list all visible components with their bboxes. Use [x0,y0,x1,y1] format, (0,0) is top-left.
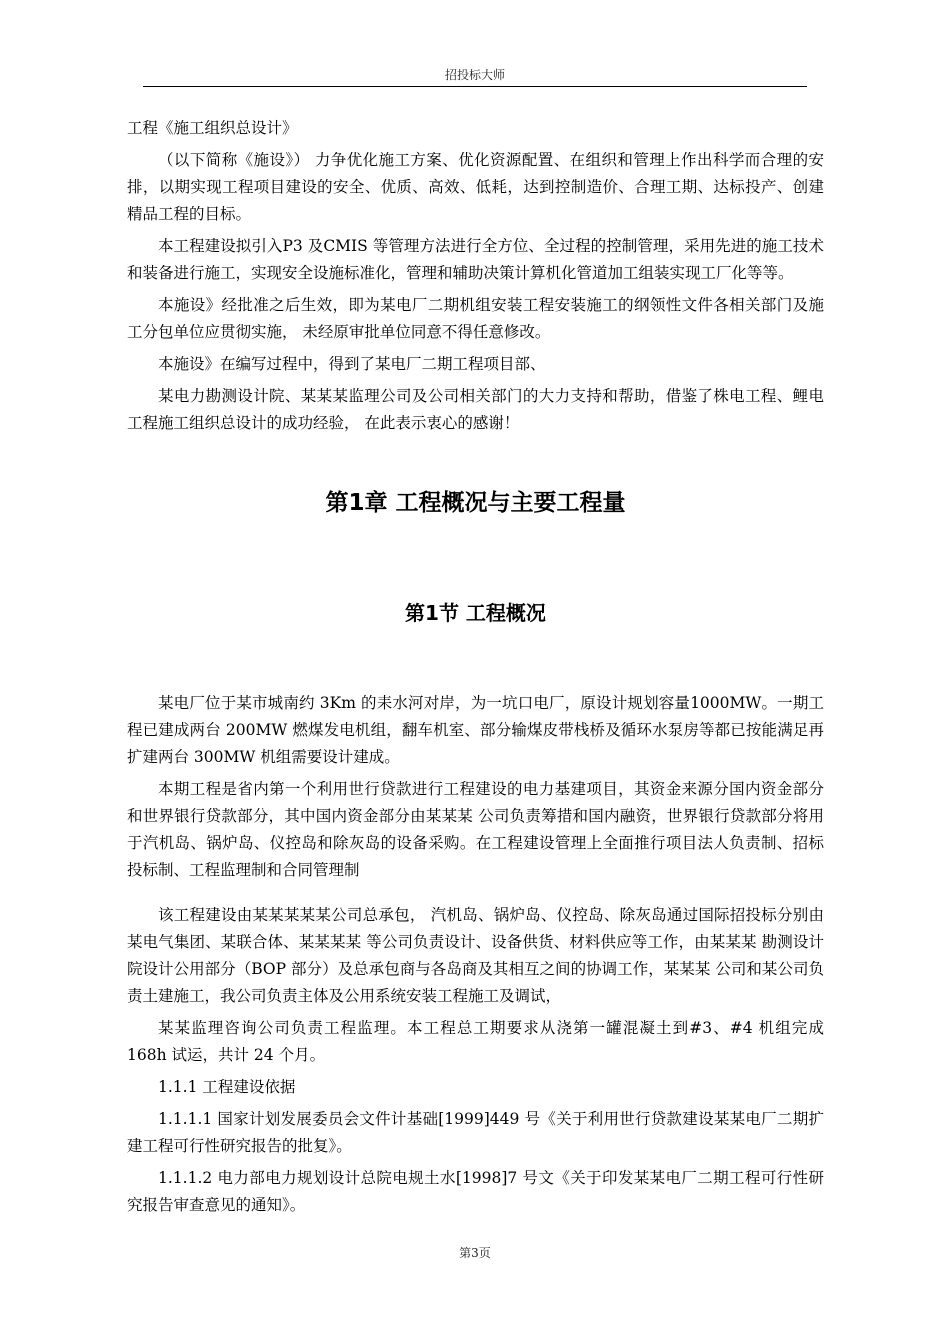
body-paragraph: 某电厂位于某市城南约 3Km 的耒水河对岸，为一坑口电厂，原设计规划容量1000MW。一期工程已建成两台 200MW 燃煤发电机组，翻车机室、部分输煤皮带栈桥及循环水泵房等都已按能满足再扩建两台 300MW 机组需要设计建成。 [127,694,824,766]
page-header: 招投标大师 [444,68,505,82]
intro-paragraph: 本施设》在编写过程中，得到了某电厂二期工程项目部、 [158,355,546,373]
section-title: 第1节 工程概况 [405,601,546,625]
subsection-heading: 1.1.1 工程建设依据 [158,1078,296,1096]
chapter-title: 第1章 工程概况与主要工程量 [325,490,626,516]
page-number: 第3页 [459,1246,491,1260]
body-block-2 [127,902,824,1219]
body-paragraph: 该工程建设由某某某某某公司总承包， 汽机岛、锅炉岛、仪控岛、除灰岛通过国际招投标分别由某电气集团、某联合体、某某某某 等公司负责设计、设备供货、材料供应等工作，由某某某 勘测设计院设计公用部分（BOP 部分）及总承包商与各岛商及其相互之间的协调工作，某某某 公司和某公司负责土建施工，我公司负责主体及公用系统安装工程施工及调试， [127,906,824,1005]
intro-paragraph: 工程《施工组织总设计》 [127,119,298,137]
body-block-1 [127,690,824,884]
body-paragraph: 本期工程是省内第一个利用世行贷款进行工程建设的电力基建项目，其资金来源分国内资金部分和世界银行贷款部分，其中国内资金部分由某某某 公司负责筹措和国内融资，世界银行贷款部分将用于汽机岛、锅炉岛、仪控岛和除灰岛的设备采购。在工程建设管理上全面推行项目法人负责制、招标投标制、工程监理制和合同管理制 [127,780,824,879]
intro-paragraph: （以下简称《施设》） 力争优化施工方案、优化资源配置、在组织和管理上作出科学而合理的安排，以期实现工程项目建设的安全、优质、高效、低耗，达到控制造价、合理工期、达标投产、创建精品工程的目标。 [127,151,824,223]
header-rule [143,86,807,87]
intro-block [127,115,824,437]
body-paragraph: 1.1.1.2 电力部电力规划设计总院电规土水[1998]7 号文《关于印发某某电厂二期工程可行性研究报告审查意见的通知》。 [127,1169,824,1214]
body-paragraph: 某某监理咨询公司负责工程监理。本工程总工期要求从浇第一罐混凝土到#3、#4 机组完成 168h 试运，共计 24 个月。 [127,1019,824,1064]
intro-paragraph: 本工程建设拟引入P3 及CMIS 等管理方法进行全方位、全过程的控制管理，采用先进的施工技术和装备进行施工，实现安全设施标准化，管理和辅助决策计算机化管道加工组装实现工厂化等等。 [127,237,824,282]
intro-paragraph: 某电力勘测设计院、某某某监理公司及公司相关部门的大力支持和帮助，借鉴了株电工程、鲤电工程施工组织总设计的成功经验， 在此表示衷心的感谢！ [127,387,824,432]
body-paragraph: 1.1.1.1 国家计划发展委员会文件计基础[1999]449 号《关于利用世行贷款建设某某电厂二期扩建工程可行性研究报告的批复》。 [127,1110,824,1155]
intro-paragraph: 本施设》经批准之后生效，即为某电厂二期机组安装工程安装施工的纲领性文件各相关部门及施工分包单位应贯彻实施， 未经原审批单位同意不得任意修改。 [127,296,824,341]
